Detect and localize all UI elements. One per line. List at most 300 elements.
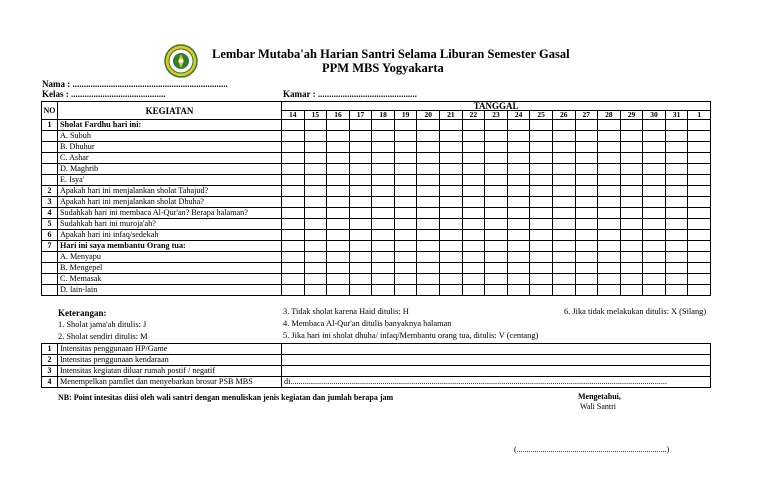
entry-cell[interactable] xyxy=(304,175,327,186)
entry-cell[interactable] xyxy=(643,252,666,263)
entry-cell[interactable] xyxy=(598,153,621,164)
entry-cell[interactable] xyxy=(327,274,350,285)
entry-cell[interactable] xyxy=(485,186,508,197)
signature-line[interactable]: (...........................................................................) xyxy=(514,445,670,454)
entry-cell[interactable] xyxy=(485,197,508,208)
entry-cell[interactable] xyxy=(417,219,440,230)
entry-cell[interactable] xyxy=(507,175,530,186)
entry-cell[interactable] xyxy=(282,131,305,142)
entry-cell[interactable] xyxy=(620,208,643,219)
entry-cell[interactable] xyxy=(552,153,575,164)
entry-cell[interactable] xyxy=(530,252,553,263)
entry-cell xyxy=(598,120,621,131)
entry-cell[interactable] xyxy=(394,230,417,241)
row-number xyxy=(42,131,58,142)
entry-cell[interactable] xyxy=(688,252,711,263)
entry-cell[interactable] xyxy=(552,263,575,274)
entry-cell[interactable] xyxy=(575,230,598,241)
entry-cell[interactable] xyxy=(507,252,530,263)
intensity-label: Intensitas kegiatan diluar rumah postif / negatif xyxy=(58,366,282,377)
entry-cell[interactable] xyxy=(485,164,508,175)
entry-cell[interactable] xyxy=(643,263,666,274)
entry-cell[interactable] xyxy=(440,252,463,263)
entry-cell[interactable] xyxy=(372,230,395,241)
entry-cell[interactable] xyxy=(620,230,643,241)
entry-cell[interactable] xyxy=(372,263,395,274)
entry-cell[interactable] xyxy=(575,219,598,230)
entry-cell[interactable] xyxy=(507,208,530,219)
entry-cell[interactable] xyxy=(575,164,598,175)
school-logo-icon xyxy=(164,44,198,78)
entry-cell[interactable] xyxy=(507,153,530,164)
entry-cell[interactable] xyxy=(417,142,440,153)
entry-cell[interactable] xyxy=(462,274,485,285)
entry-cell[interactable] xyxy=(282,175,305,186)
entry-cell[interactable] xyxy=(349,153,372,164)
entry-cell[interactable] xyxy=(417,131,440,142)
entry-cell[interactable] xyxy=(485,230,508,241)
entry-cell[interactable] xyxy=(620,164,643,175)
entry-cell[interactable] xyxy=(575,274,598,285)
entry-cell[interactable] xyxy=(327,186,350,197)
entry-cell xyxy=(304,120,327,131)
entry-cell[interactable] xyxy=(349,285,372,296)
entry-cell[interactable] xyxy=(327,131,350,142)
entry-cell[interactable] xyxy=(372,285,395,296)
entry-cell[interactable] xyxy=(530,197,553,208)
entry-cell[interactable] xyxy=(440,153,463,164)
entry-cell[interactable] xyxy=(507,131,530,142)
entry-cell[interactable] xyxy=(394,164,417,175)
entry-cell[interactable] xyxy=(530,285,553,296)
entry-cell[interactable] xyxy=(372,274,395,285)
entry-cell[interactable] xyxy=(643,186,666,197)
entry-cell[interactable] xyxy=(417,197,440,208)
entry-cell[interactable] xyxy=(440,285,463,296)
entry-cell[interactable] xyxy=(688,153,711,164)
entry-cell[interactable] xyxy=(688,197,711,208)
entry-cell[interactable] xyxy=(349,219,372,230)
entry-cell[interactable] xyxy=(327,153,350,164)
entry-cell[interactable] xyxy=(304,263,327,274)
entry-cell[interactable] xyxy=(575,175,598,186)
entry-cell[interactable] xyxy=(665,175,688,186)
activity-label: A. Menyapu xyxy=(58,252,282,263)
entry-cell[interactable] xyxy=(394,208,417,219)
entry-cell[interactable] xyxy=(282,274,305,285)
entry-cell[interactable] xyxy=(620,186,643,197)
entry-cell[interactable] xyxy=(304,142,327,153)
entry-cell[interactable] xyxy=(598,274,621,285)
entry-cell[interactable] xyxy=(327,219,350,230)
entry-cell[interactable] xyxy=(688,142,711,153)
entry-cell[interactable] xyxy=(394,219,417,230)
entry-cell[interactable] xyxy=(665,274,688,285)
entry-cell[interactable] xyxy=(643,142,666,153)
entry-cell[interactable] xyxy=(575,208,598,219)
entry-cell[interactable] xyxy=(620,153,643,164)
entry-cell[interactable] xyxy=(665,230,688,241)
entry-cell[interactable] xyxy=(440,186,463,197)
entry-cell[interactable] xyxy=(665,285,688,296)
entry-cell[interactable] xyxy=(304,285,327,296)
entry-cell[interactable] xyxy=(304,153,327,164)
entry-cell[interactable] xyxy=(530,219,553,230)
entry-cell[interactable] xyxy=(282,208,305,219)
entry-cell[interactable] xyxy=(485,263,508,274)
intensity-table xyxy=(41,343,711,388)
entry-cell[interactable] xyxy=(372,219,395,230)
entry-cell[interactable] xyxy=(440,175,463,186)
entry-cell[interactable] xyxy=(643,131,666,142)
entry-cell[interactable] xyxy=(598,230,621,241)
entry-cell[interactable] xyxy=(530,131,553,142)
entry-cell[interactable] xyxy=(372,175,395,186)
entry-cell[interactable] xyxy=(417,274,440,285)
entry-cell[interactable] xyxy=(394,274,417,285)
entry-cell[interactable] xyxy=(440,131,463,142)
row-number xyxy=(42,252,58,263)
entry-cell[interactable] xyxy=(688,208,711,219)
entry-cell[interactable] xyxy=(282,252,305,263)
intensity-value[interactable] xyxy=(282,366,711,377)
kelas-label: Kelas : .......................................... xyxy=(42,89,166,99)
entry-cell[interactable] xyxy=(575,142,598,153)
entry-cell[interactable] xyxy=(394,142,417,153)
entry-cell[interactable] xyxy=(665,142,688,153)
entry-cell xyxy=(688,241,711,252)
entry-cell xyxy=(643,241,666,252)
entry-cell[interactable] xyxy=(327,230,350,241)
entry-cell[interactable] xyxy=(462,208,485,219)
entry-cell[interactable] xyxy=(688,230,711,241)
entry-cell[interactable] xyxy=(575,186,598,197)
entry-cell[interactable] xyxy=(552,142,575,153)
intensity-value[interactable] xyxy=(282,344,711,355)
entry-cell[interactable] xyxy=(530,263,553,274)
entry-cell[interactable] xyxy=(575,263,598,274)
entry-cell[interactable] xyxy=(349,186,372,197)
entry-cell[interactable] xyxy=(507,142,530,153)
entry-cell[interactable] xyxy=(530,175,553,186)
entry-cell[interactable] xyxy=(530,208,553,219)
entry-cell[interactable] xyxy=(372,197,395,208)
entry-cell[interactable] xyxy=(282,230,305,241)
entry-cell xyxy=(575,120,598,131)
entry-cell[interactable] xyxy=(349,208,372,219)
entry-cell[interactable] xyxy=(462,131,485,142)
entry-cell[interactable] xyxy=(304,252,327,263)
entry-cell[interactable] xyxy=(620,175,643,186)
entry-cell[interactable] xyxy=(598,175,621,186)
entry-cell[interactable] xyxy=(440,142,463,153)
entry-cell[interactable] xyxy=(440,263,463,274)
entry-cell[interactable] xyxy=(327,142,350,153)
entry-cell[interactable] xyxy=(552,230,575,241)
entry-cell[interactable] xyxy=(485,153,508,164)
entry-cell[interactable] xyxy=(575,131,598,142)
entry-cell[interactable] xyxy=(665,252,688,263)
entry-cell[interactable] xyxy=(372,164,395,175)
entry-cell[interactable] xyxy=(665,153,688,164)
entry-cell[interactable] xyxy=(665,164,688,175)
entry-cell[interactable] xyxy=(462,252,485,263)
entry-cell[interactable] xyxy=(620,197,643,208)
entry-cell[interactable] xyxy=(507,230,530,241)
entry-cell[interactable] xyxy=(462,142,485,153)
entry-cell[interactable] xyxy=(372,208,395,219)
entry-cell[interactable] xyxy=(282,219,305,230)
entry-cell[interactable] xyxy=(552,274,575,285)
entry-cell[interactable] xyxy=(349,197,372,208)
entry-cell[interactable] xyxy=(552,208,575,219)
date-header: 26 xyxy=(552,111,575,120)
entry-cell[interactable] xyxy=(643,219,666,230)
entry-cell[interactable] xyxy=(552,131,575,142)
kelas-field[interactable] xyxy=(42,89,166,99)
entry-cell[interactable] xyxy=(598,263,621,274)
entry-cell[interactable] xyxy=(552,186,575,197)
entry-cell[interactable] xyxy=(440,197,463,208)
entry-cell[interactable] xyxy=(417,186,440,197)
entry-cell[interactable] xyxy=(485,285,508,296)
entry-cell[interactable] xyxy=(282,186,305,197)
entry-cell[interactable] xyxy=(688,219,711,230)
entry-cell[interactable] xyxy=(372,186,395,197)
entry-cell[interactable] xyxy=(372,131,395,142)
entry-cell[interactable] xyxy=(688,164,711,175)
entry-cell[interactable] xyxy=(304,274,327,285)
entry-cell[interactable] xyxy=(507,197,530,208)
entry-cell[interactable] xyxy=(349,131,372,142)
entry-cell[interactable] xyxy=(530,274,553,285)
entry-cell[interactable] xyxy=(665,208,688,219)
entry-cell[interactable] xyxy=(665,186,688,197)
entry-cell[interactable] xyxy=(304,186,327,197)
intensity-value[interactable] xyxy=(282,355,711,366)
entry-cell[interactable] xyxy=(688,131,711,142)
entry-cell[interactable] xyxy=(304,131,327,142)
entry-cell[interactable] xyxy=(507,164,530,175)
entry-cell[interactable] xyxy=(507,186,530,197)
entry-cell[interactable] xyxy=(394,197,417,208)
entry-cell[interactable] xyxy=(462,175,485,186)
entry-cell[interactable] xyxy=(665,197,688,208)
entry-cell[interactable] xyxy=(507,285,530,296)
entry-cell[interactable] xyxy=(530,230,553,241)
entry-cell[interactable] xyxy=(598,131,621,142)
entry-cell[interactable] xyxy=(440,230,463,241)
entry-cell[interactable] xyxy=(598,142,621,153)
entry-cell[interactable] xyxy=(485,219,508,230)
entry-cell[interactable] xyxy=(394,252,417,263)
entry-cell[interactable] xyxy=(327,252,350,263)
entry-cell[interactable] xyxy=(485,252,508,263)
entry-cell[interactable] xyxy=(327,285,350,296)
entry-cell[interactable] xyxy=(575,197,598,208)
entry-cell[interactable] xyxy=(643,164,666,175)
entry-cell[interactable] xyxy=(394,285,417,296)
entry-cell[interactable] xyxy=(417,208,440,219)
entry-cell[interactable] xyxy=(417,285,440,296)
entry-cell[interactable] xyxy=(462,186,485,197)
entry-cell[interactable] xyxy=(349,263,372,274)
entry-cell[interactable] xyxy=(417,175,440,186)
entry-cell[interactable] xyxy=(462,230,485,241)
entry-cell[interactable] xyxy=(282,142,305,153)
entry-cell xyxy=(417,241,440,252)
entry-cell[interactable] xyxy=(327,263,350,274)
entry-cell[interactable] xyxy=(462,285,485,296)
entry-cell[interactable] xyxy=(349,252,372,263)
entry-cell[interactable] xyxy=(440,208,463,219)
entry-cell[interactable] xyxy=(485,175,508,186)
entry-cell[interactable] xyxy=(462,164,485,175)
entry-cell[interactable] xyxy=(688,186,711,197)
nama-field[interactable] xyxy=(42,79,228,89)
activity-label: Sholat Fardhu hari ini: xyxy=(58,120,282,131)
entry-cell[interactable] xyxy=(417,263,440,274)
entry-cell[interactable] xyxy=(282,197,305,208)
entry-cell[interactable] xyxy=(462,263,485,274)
entry-cell[interactable] xyxy=(643,175,666,186)
entry-cell[interactable] xyxy=(417,153,440,164)
entry-cell[interactable] xyxy=(598,219,621,230)
entry-cell[interactable] xyxy=(620,285,643,296)
entry-cell[interactable] xyxy=(485,131,508,142)
entry-cell[interactable] xyxy=(643,197,666,208)
entry-cell[interactable] xyxy=(462,219,485,230)
entry-cell[interactable] xyxy=(620,263,643,274)
entry-cell[interactable] xyxy=(349,175,372,186)
entry-cell[interactable] xyxy=(530,164,553,175)
entry-cell[interactable] xyxy=(507,274,530,285)
entry-cell[interactable] xyxy=(462,153,485,164)
activity-label: Hari ini saya membantu Orang tua: xyxy=(58,241,282,252)
entry-cell[interactable] xyxy=(327,197,350,208)
keterangan-title: Keterangan: xyxy=(58,308,107,318)
entry-cell[interactable] xyxy=(620,274,643,285)
entry-cell[interactable] xyxy=(598,285,621,296)
entry-cell[interactable] xyxy=(394,263,417,274)
entry-cell xyxy=(462,241,485,252)
entry-cell[interactable] xyxy=(304,230,327,241)
entry-cell[interactable] xyxy=(327,208,350,219)
table-row xyxy=(42,230,711,241)
entry-cell[interactable] xyxy=(417,252,440,263)
entry-cell[interactable] xyxy=(417,164,440,175)
entry-cell[interactable] xyxy=(620,252,643,263)
entry-cell[interactable] xyxy=(665,263,688,274)
entry-cell[interactable] xyxy=(304,208,327,219)
entry-cell[interactable] xyxy=(440,164,463,175)
entry-cell[interactable] xyxy=(349,274,372,285)
entry-cell[interactable] xyxy=(417,230,440,241)
date-header: 1 xyxy=(688,111,711,120)
entry-cell[interactable] xyxy=(575,285,598,296)
entry-cell[interactable] xyxy=(598,208,621,219)
entry-cell[interactable] xyxy=(394,175,417,186)
entry-cell[interactable] xyxy=(327,164,350,175)
entry-cell[interactable] xyxy=(530,186,553,197)
entry-cell[interactable] xyxy=(282,263,305,274)
entry-cell[interactable] xyxy=(688,274,711,285)
entry-cell[interactable] xyxy=(304,219,327,230)
entry-cell[interactable] xyxy=(462,197,485,208)
entry-cell[interactable] xyxy=(485,142,508,153)
entry-cell[interactable] xyxy=(620,142,643,153)
entry-cell[interactable] xyxy=(688,263,711,274)
entry-cell[interactable] xyxy=(620,131,643,142)
entry-cell[interactable] xyxy=(372,142,395,153)
entry-cell[interactable] xyxy=(665,131,688,142)
entry-cell[interactable] xyxy=(394,153,417,164)
entry-cell[interactable] xyxy=(688,285,711,296)
entry-cell[interactable] xyxy=(643,208,666,219)
entry-cell[interactable] xyxy=(598,186,621,197)
kamar-field[interactable] xyxy=(283,89,417,99)
entry-cell[interactable] xyxy=(643,153,666,164)
entry-cell[interactable] xyxy=(282,153,305,164)
entry-cell[interactable] xyxy=(552,219,575,230)
entry-cell[interactable] xyxy=(304,164,327,175)
entry-cell[interactable] xyxy=(575,153,598,164)
entry-cell[interactable] xyxy=(598,252,621,263)
entry-cell[interactable] xyxy=(575,252,598,263)
entry-cell[interactable] xyxy=(552,285,575,296)
entry-cell[interactable] xyxy=(372,153,395,164)
entry-cell[interactable] xyxy=(349,230,372,241)
entry-cell[interactable] xyxy=(665,219,688,230)
entry-cell[interactable] xyxy=(598,197,621,208)
entry-cell[interactable] xyxy=(327,175,350,186)
entry-cell[interactable] xyxy=(598,164,621,175)
entry-cell[interactable] xyxy=(643,285,666,296)
entry-cell[interactable] xyxy=(552,252,575,263)
entry-cell[interactable] xyxy=(643,230,666,241)
entry-cell[interactable] xyxy=(394,131,417,142)
entry-cell[interactable] xyxy=(485,274,508,285)
intensity-value[interactable]: di........................................................................................................................................................................................ xyxy=(282,377,711,388)
entry-cell[interactable] xyxy=(688,175,711,186)
entry-cell[interactable] xyxy=(349,142,372,153)
entry-cell[interactable] xyxy=(485,208,508,219)
entry-cell[interactable] xyxy=(643,274,666,285)
activity-label: C. Memasak xyxy=(58,274,282,285)
entry-cell[interactable] xyxy=(507,219,530,230)
entry-cell[interactable] xyxy=(552,197,575,208)
entry-cell xyxy=(485,120,508,131)
date-header: 25 xyxy=(530,111,553,120)
entry-cell[interactable] xyxy=(530,153,553,164)
entry-cell[interactable] xyxy=(552,175,575,186)
entry-cell[interactable] xyxy=(440,219,463,230)
activity-label: D. lain-lain xyxy=(58,285,282,296)
entry-cell[interactable] xyxy=(620,219,643,230)
entry-cell[interactable] xyxy=(304,197,327,208)
entry-cell[interactable] xyxy=(282,285,305,296)
entry-cell[interactable] xyxy=(349,164,372,175)
entry-cell[interactable] xyxy=(394,186,417,197)
entry-cell[interactable] xyxy=(552,164,575,175)
entry-cell xyxy=(530,241,553,252)
entry-cell[interactable] xyxy=(372,252,395,263)
entry-cell[interactable] xyxy=(282,164,305,175)
entry-cell xyxy=(665,241,688,252)
entry-cell[interactable] xyxy=(440,274,463,285)
entry-cell[interactable] xyxy=(507,263,530,274)
entry-cell[interactable] xyxy=(530,142,553,153)
